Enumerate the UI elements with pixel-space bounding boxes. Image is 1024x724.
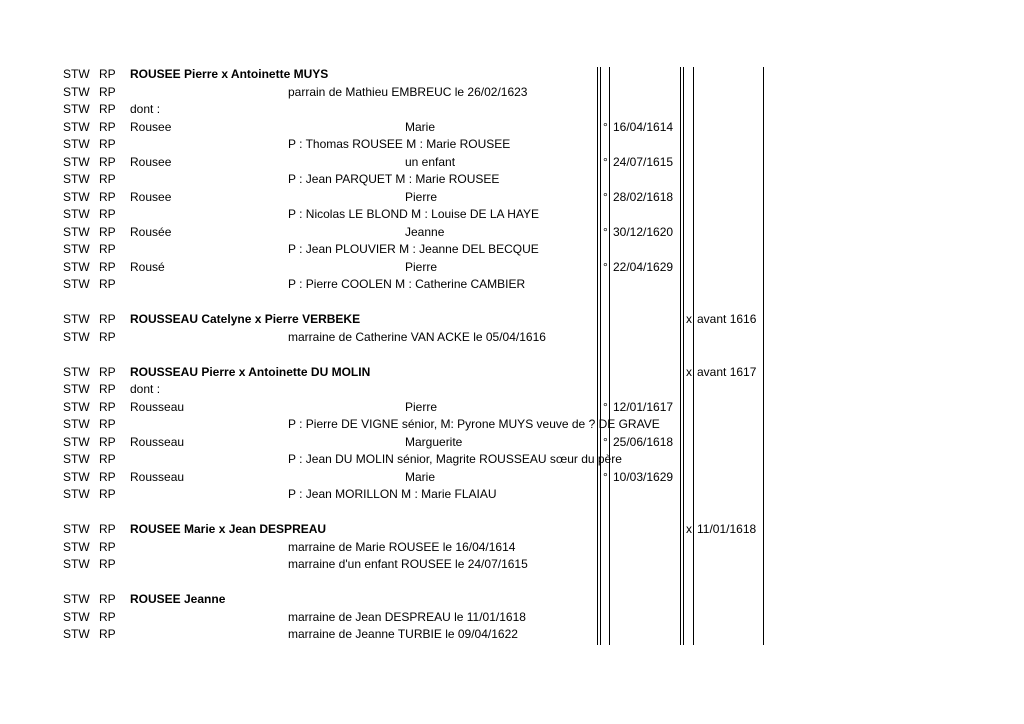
source-cell: STW: [63, 627, 90, 641]
table-row: [0, 206, 1024, 224]
source-cell: STW: [63, 172, 90, 186]
birth-mark-cell: °: [603, 119, 608, 134]
marriage-date-cell: avant 1617: [697, 364, 757, 379]
register-cell: RP: [99, 137, 116, 151]
source-cell: STW: [63, 277, 90, 291]
source-cell: STW: [63, 452, 90, 466]
birth-mark-cell: °: [603, 154, 608, 169]
family-cell: dont :: [130, 102, 161, 116]
table-row: [0, 451, 1024, 469]
table-row: [0, 626, 1024, 644]
source-cell: STW: [63, 522, 90, 536]
table-row: [0, 241, 1024, 259]
table-row: [0, 574, 1024, 592]
table-row: [0, 294, 1024, 312]
marriage-date-cell: 11/01/1618: [697, 522, 757, 536]
source-cell: STW: [63, 84, 90, 99]
register-cell: RP: [99, 609, 116, 624]
register-cell: RP: [99, 592, 116, 606]
family-cell: ROUSSEAU Pierre x Antoinette DU MOLIN: [130, 364, 371, 379]
register-cell: RP: [99, 329, 116, 344]
register-cell: RP: [99, 434, 116, 449]
marriage-date-cell: avant 1616: [697, 312, 757, 326]
detail-cell: P : Nicolas LE BLOND M : Louise DE LA HAYE: [288, 207, 539, 221]
family-cell: Rousseau: [130, 469, 185, 484]
register-cell: RP: [99, 277, 116, 291]
detail-cell: marraine de Jeanne TURBIE le 09/04/1622: [288, 627, 518, 641]
register-cell: RP: [99, 67, 116, 81]
table-row: [0, 434, 1024, 452]
table-row: [0, 346, 1024, 364]
source-cell: STW: [63, 417, 90, 431]
detail-cell: P : Jean MORILLON M : Marie FLAIAU: [288, 487, 497, 501]
source-cell: STW: [63, 189, 90, 204]
table-row: [0, 521, 1024, 539]
firstname-cell: Jeanne: [405, 224, 445, 239]
register-cell: RP: [99, 154, 116, 169]
table-row: [0, 136, 1024, 154]
source-cell: STW: [63, 242, 90, 256]
detail-cell: P : Jean DU MOLIN sénior, Magrite ROUSSEAU sœur du père: [288, 452, 622, 466]
table-row: [0, 539, 1024, 557]
table-row: [0, 259, 1024, 277]
marriage-mark-cell: x: [686, 312, 692, 326]
table-row: [0, 399, 1024, 417]
register-cell: RP: [99, 382, 116, 396]
register-cell: RP: [99, 469, 116, 484]
register-cell: RP: [99, 119, 116, 134]
source-cell: STW: [63, 487, 90, 501]
table-row: [0, 416, 1024, 434]
table-row: [0, 364, 1024, 382]
table-row: [0, 66, 1024, 84]
firstname-cell: Pierre: [405, 189, 438, 204]
register-cell: RP: [99, 224, 116, 239]
birth-date-cell: 24/07/1615: [613, 154, 674, 169]
birth-mark-cell: °: [603, 259, 608, 274]
source-cell: STW: [63, 207, 90, 221]
detail-cell: marraine d'un enfant ROUSEE le 24/07/1615: [288, 557, 528, 571]
table-row: [0, 381, 1024, 399]
source-cell: STW: [63, 329, 90, 344]
register-cell: RP: [99, 627, 116, 641]
table-row: [0, 171, 1024, 189]
firstname-cell: un enfant: [405, 154, 456, 169]
source-cell: STW: [63, 469, 90, 484]
birth-date-cell: 30/12/1620: [613, 224, 674, 239]
firstname-cell: Marie: [405, 469, 436, 484]
family-cell: ROUSEE Pierre x Antoinette MUYS: [130, 67, 329, 81]
table-row: [0, 189, 1024, 207]
birth-mark-cell: °: [603, 189, 608, 204]
source-cell: STW: [63, 154, 90, 169]
table-row: [0, 556, 1024, 574]
register-cell: RP: [99, 312, 116, 326]
family-cell: ROUSEE Jeanne: [130, 592, 226, 606]
table-row: [0, 504, 1024, 522]
register-cell: RP: [99, 84, 116, 99]
register-cell: RP: [99, 172, 116, 186]
source-cell: STW: [63, 67, 90, 81]
source-cell: STW: [63, 364, 90, 379]
source-cell: STW: [63, 382, 90, 396]
detail-cell: P : Pierre DE VIGNE sénior, M: Pyrone MUYS veuve de ? DE GRAVE: [288, 417, 660, 431]
birth-mark-cell: °: [603, 469, 608, 484]
family-cell: Rousseau: [130, 434, 185, 449]
source-cell: STW: [63, 399, 90, 414]
source-cell: STW: [63, 224, 90, 239]
source-cell: STW: [63, 609, 90, 624]
table-row: [0, 154, 1024, 172]
birth-mark-cell: °: [603, 224, 608, 239]
family-cell: dont :: [130, 382, 161, 396]
register-cell: RP: [99, 259, 116, 274]
marriage-mark-cell: x: [686, 364, 692, 379]
detail-cell: marraine de Jean DESPREAU le 11/01/1618: [288, 609, 526, 624]
source-cell: STW: [63, 102, 90, 116]
register-cell: RP: [99, 364, 116, 379]
firstname-cell: Pierre: [405, 259, 438, 274]
detail-cell: parrain de Mathieu EMBREUC le 26/02/1623: [288, 84, 528, 99]
table-row: [0, 101, 1024, 119]
register-cell: RP: [99, 189, 116, 204]
table-row: [0, 276, 1024, 294]
family-cell: Rousee: [130, 119, 172, 134]
table-row: [0, 224, 1024, 242]
register-cell: RP: [99, 102, 116, 116]
register-cell: RP: [99, 487, 116, 501]
register-cell: RP: [99, 522, 116, 536]
table-row: [0, 609, 1024, 627]
birth-date-cell: 28/02/1618: [613, 189, 674, 204]
firstname-cell: Marie: [405, 119, 436, 134]
family-cell: Rousee: [130, 154, 172, 169]
table-row: [0, 591, 1024, 609]
table-row: [0, 469, 1024, 487]
source-cell: STW: [63, 259, 90, 274]
family-cell: ROUSSEAU Catelyne x Pierre VERBEKE: [130, 312, 361, 326]
source-cell: STW: [63, 137, 90, 151]
source-cell: STW: [63, 592, 90, 606]
register-cell: RP: [99, 539, 116, 554]
source-cell: STW: [63, 312, 90, 326]
register-cell: RP: [99, 557, 116, 571]
birth-mark-cell: °: [603, 399, 608, 414]
register-cell: RP: [99, 399, 116, 414]
family-cell: Rousee: [130, 189, 172, 204]
source-cell: STW: [63, 119, 90, 134]
detail-cell: marraine de Catherine VAN ACKE le 05/04/1616: [288, 329, 546, 344]
firstname-cell: Pierre: [405, 399, 438, 414]
detail-cell: marraine de Marie ROUSEE le 16/04/1614: [288, 539, 516, 554]
family-cell: Rousseau: [130, 399, 185, 414]
source-cell: STW: [63, 539, 90, 554]
family-cell: Rousé: [130, 259, 165, 274]
birth-date-cell: 12/01/1617: [613, 399, 674, 414]
table-row: [0, 486, 1024, 504]
register-cell: RP: [99, 242, 116, 256]
marriage-mark-cell: x: [686, 522, 692, 536]
birth-date-cell: 16/04/1614: [613, 119, 674, 134]
table-row: [0, 119, 1024, 137]
source-cell: STW: [63, 557, 90, 571]
register-cell: RP: [99, 452, 116, 466]
family-cell: Rousée: [130, 224, 172, 239]
family-cell: ROUSEE Marie x Jean DESPREAU: [130, 522, 327, 536]
birth-date-cell: 25/06/1618: [613, 434, 674, 449]
firstname-cell: Marguerite: [405, 434, 463, 449]
birth-mark-cell: °: [603, 434, 608, 449]
register-cell: RP: [99, 207, 116, 221]
birth-date-cell: 22/04/1629: [613, 259, 674, 274]
detail-cell: P : Pierre COOLEN M : Catherine CAMBIER: [288, 277, 526, 291]
table-row: [0, 311, 1024, 329]
detail-cell: P : Jean PLOUVIER M : Jeanne DEL BECQUE: [288, 242, 539, 256]
source-cell: STW: [63, 434, 90, 449]
detail-cell: P : Thomas ROUSEE M : Marie ROUSEE: [288, 137, 511, 151]
table-row: [0, 329, 1024, 347]
detail-cell: P : Jean PARQUET M : Marie ROUSEE: [288, 172, 500, 186]
birth-date-cell: 10/03/1629: [613, 469, 674, 484]
table-row: [0, 84, 1024, 102]
register-cell: RP: [99, 417, 116, 431]
